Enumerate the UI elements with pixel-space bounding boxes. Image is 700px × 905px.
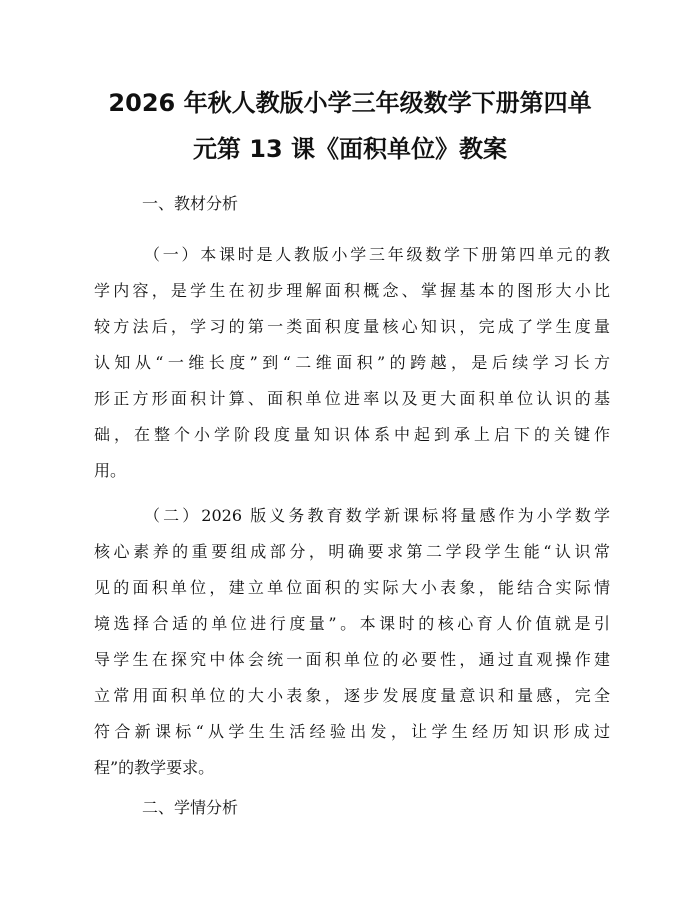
- paragraph-line: 符合新课标“从学生生活经验出发，让学生经历知识形成过: [94, 722, 610, 741]
- paragraph-line: 认知从“一维长度”到“二维面积”的跨越，是后续学习长方: [94, 353, 610, 372]
- paragraph-1: [94, 237, 610, 489]
- paragraph-2: [94, 498, 610, 786]
- paragraph-line: 学内容，是学生在初步理解面积概念、掌握基本的图形大小比: [94, 281, 610, 300]
- section-heading-textbook-analysis: 一、教材分析: [142, 194, 239, 213]
- paragraph-line: 境选择合适的单位进行度量”。本课时的核心育人价值就是引: [94, 614, 610, 633]
- section-heading-student-analysis: 二、学情分析: [142, 798, 239, 817]
- paragraph-line: 用。: [94, 461, 127, 480]
- paragraph-line: 见的面积单位，建立单位面积的实际大小表象，能结合实际情: [94, 578, 610, 597]
- paragraph-line: 较方法后，学习的第一类面积度量核心知识，完成了学生度量: [94, 317, 610, 336]
- paragraph-line: 核心素养的重要组成部分，明确要求第二学段学生能“认识常: [94, 542, 610, 561]
- paragraph-line: （一）本课时是人教版小学三年级数学下册第四单元的教: [144, 245, 610, 264]
- paragraph-line: 导学生在探究中体会统一面积单位的必要性，通过直观操作建: [94, 650, 610, 669]
- paragraph-line: 程”的教学要求。: [94, 758, 215, 777]
- document-title-line-2: 元第 13 课《面积单位》教案: [192, 135, 508, 163]
- paragraph-line: 础，在整个小学阶段度量知识体系中起到承上启下的关键作: [94, 425, 610, 444]
- paragraph-line: 形正方形面积计算、面积单位进率以及更大面积单位认识的基: [94, 389, 610, 408]
- paragraph-line: 立常用面积单位的大小表象，逐步发展度量意识和量感，完全: [94, 686, 610, 705]
- paragraph-line: （二）2026 版义务教育数学新课标将量感作为小学数学: [144, 506, 610, 525]
- document-title-line-1: 2026 年秋人教版小学三年级数学下册第四单: [108, 89, 592, 117]
